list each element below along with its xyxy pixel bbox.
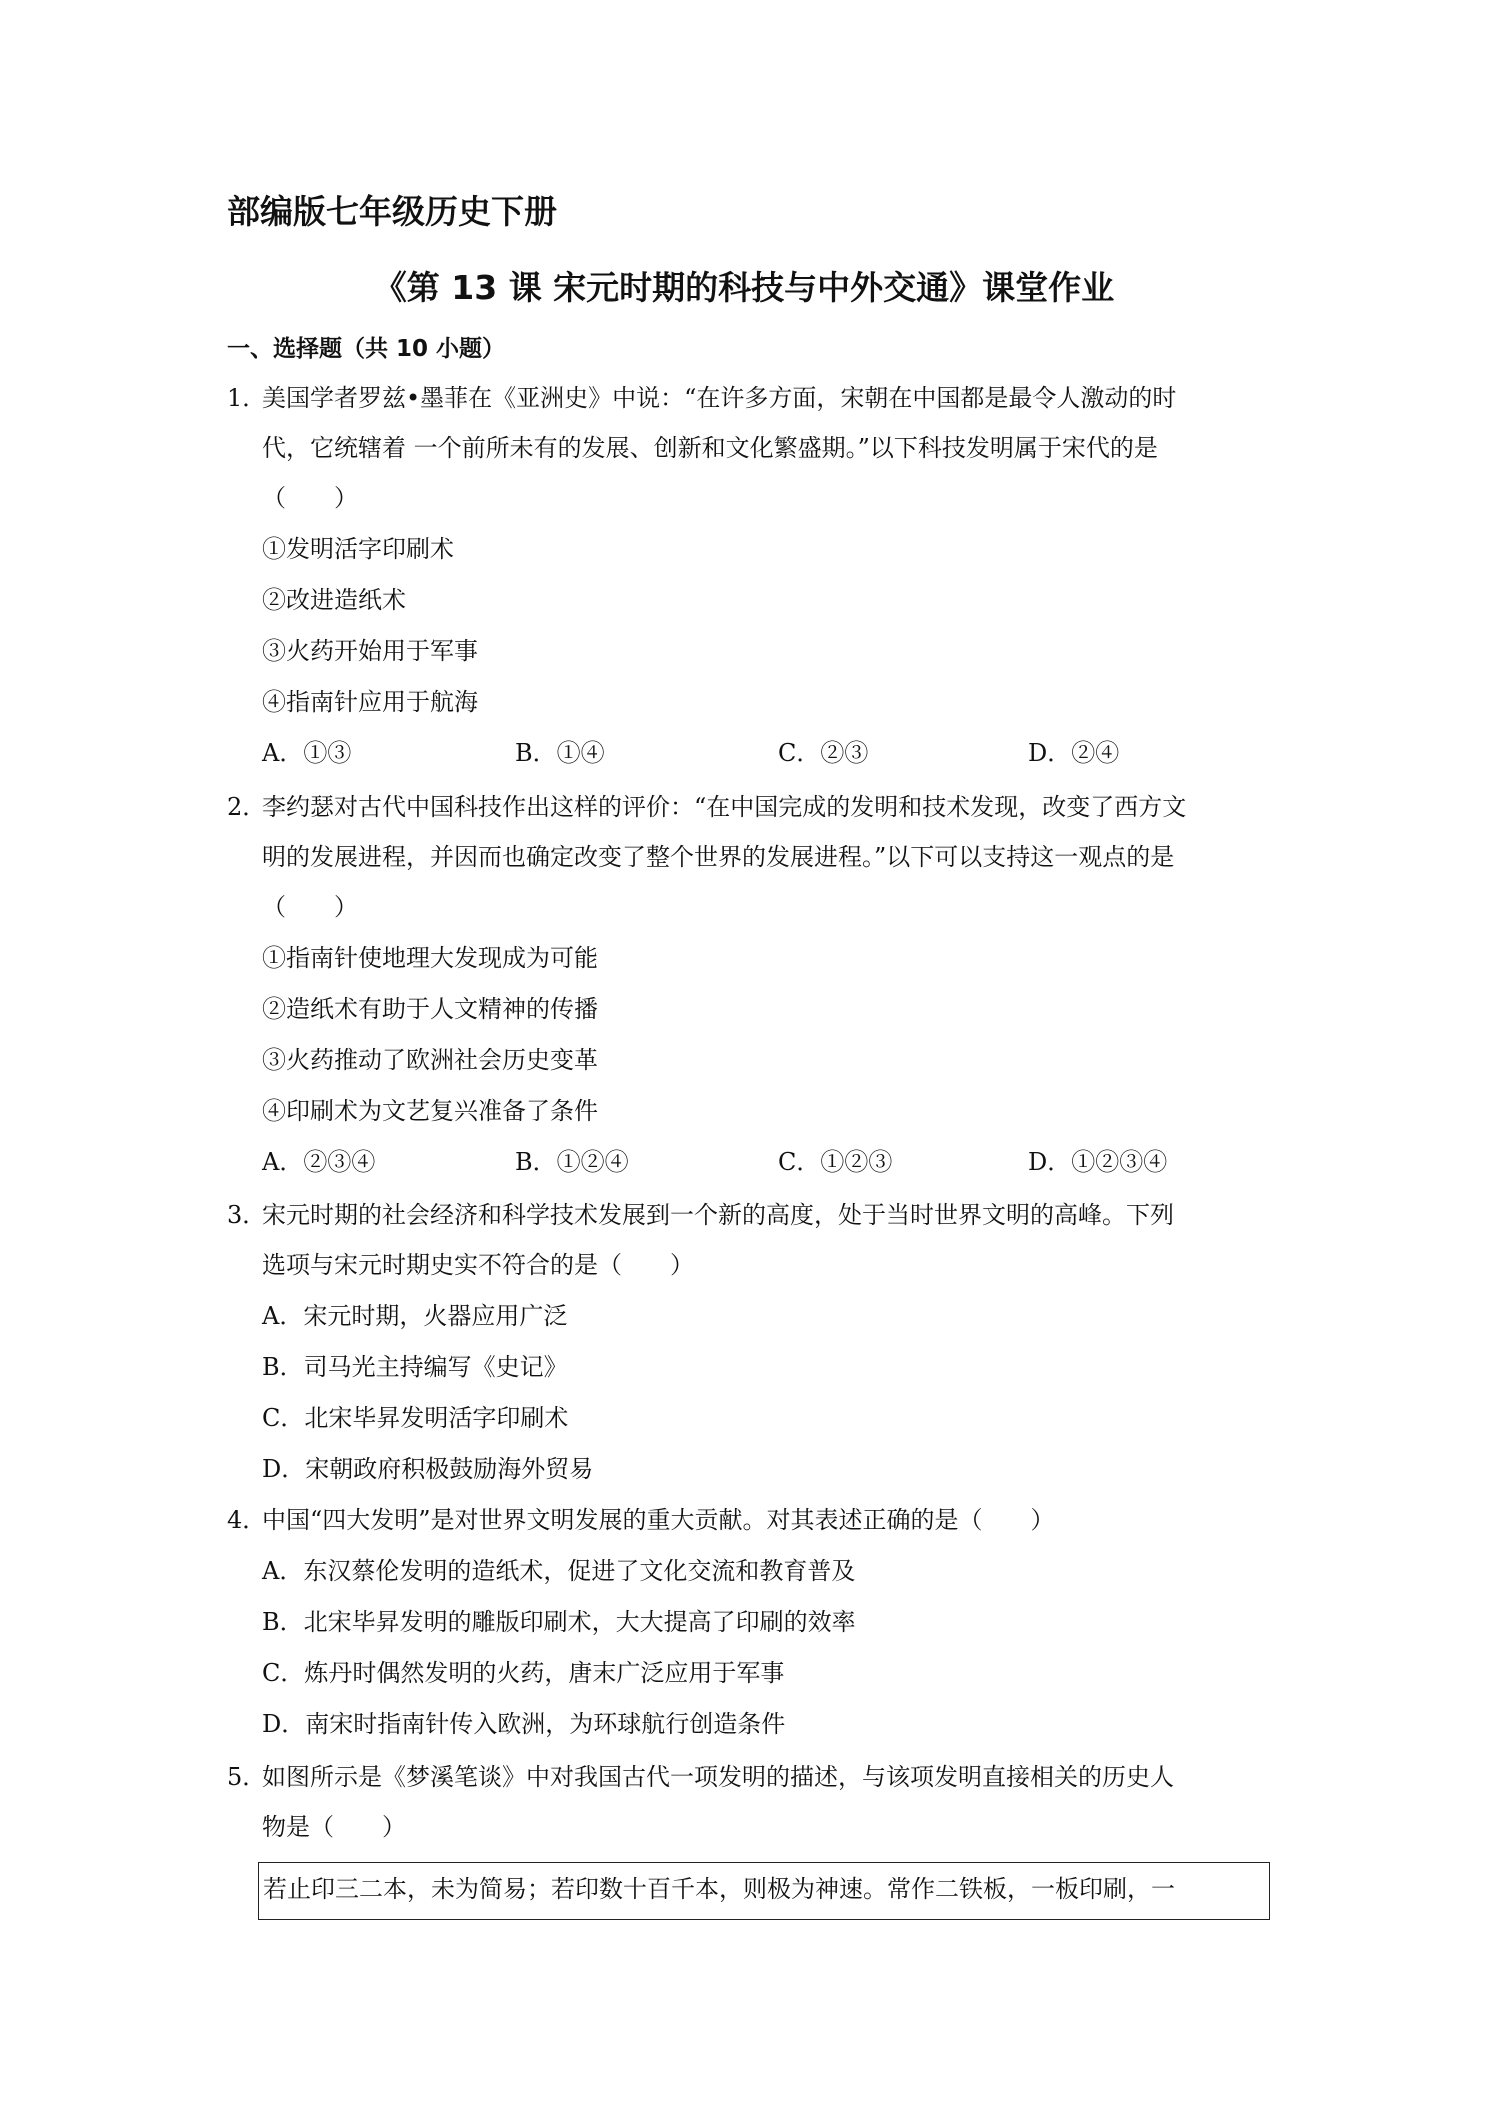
question-1-text-line1: 美国学者罗兹•墨菲在《亚洲史》中说：“在许多方面，宋朝在中国都是最令人激动的时: [262, 384, 1177, 412]
question-1-option-b[interactable]: B．①④: [515, 739, 605, 767]
question-2-item-1: ①指南针使地理大发现成为可能: [262, 944, 598, 972]
question-1-option-a[interactable]: A．①③: [262, 739, 352, 767]
question-3-text-line2: 选项与宋元时期史实不符合的是（ ）: [262, 1251, 694, 1279]
question-3-option-a[interactable]: A．宋元时期，火器应用广泛: [262, 1302, 568, 1330]
section-heading: 一、选择题（共 10 小题）: [227, 336, 506, 362]
question-2-text-line2: 明的发展进程，并因而也确定改变了整个世界的发展进程。”以下可以支持这一观点的是: [262, 843, 1175, 871]
question-1-text-line2: 代，它统辖着 一个前所未有的发展、创新和文化繁盛期。”以下科技发明属于宋代的是: [262, 434, 1158, 462]
question-2-number: 2．: [227, 793, 267, 821]
question-3-option-b[interactable]: B．司马光主持编写《史记》: [262, 1353, 568, 1381]
question-2-item-4: ④印刷术为文艺复兴准备了条件: [262, 1097, 598, 1125]
question-5-text-line1: 如图所示是《梦溪笔谈》中对我国古代一项发明的描述，与该项发明直接相关的历史人: [262, 1763, 1174, 1791]
question-4-option-c[interactable]: C．炼丹时偶然发明的火药，唐末广泛应用于军事: [262, 1659, 785, 1687]
question-3-text-line1: 宋元时期的社会经济和科学技术发展到一个新的高度，处于当时世界文明的高峰。下列: [262, 1201, 1174, 1229]
document-title-lesson: 《第 13 课 宋元时期的科技与中外交通》课堂作业: [373, 268, 1115, 307]
question-4-option-a[interactable]: A．东汉蔡伦发明的造纸术，促进了文化交流和教育普及: [262, 1557, 856, 1585]
question-2-option-d[interactable]: D．①②③④: [1028, 1148, 1168, 1176]
question-5-number: 5．: [227, 1763, 267, 1791]
question-2-text-line1: 李约瑟对古代中国科技作出这样的评价：“在中国完成的发明和技术发现，改变了西方文: [262, 793, 1187, 821]
question-4-option-d[interactable]: D．南宋时指南针传入欧洲，为环球航行创造条件: [262, 1710, 786, 1738]
question-3-option-d[interactable]: D．宋朝政府积极鼓励海外贸易: [262, 1455, 594, 1483]
question-3-option-c[interactable]: C．北宋毕昇发明活字印刷术: [262, 1404, 569, 1432]
question-4-text-line1: 中国“四大发明”是对世界文明发展的重大贡献。对其表述正确的是（ ）: [262, 1506, 1055, 1534]
question-2-item-2: ②造纸术有助于人文精神的传播: [262, 995, 598, 1023]
question-2-option-b[interactable]: B．①②④: [515, 1148, 629, 1176]
question-1-item-1: ①发明活字印刷术: [262, 535, 454, 563]
question-1-item-3: ③火药开始用于军事: [262, 637, 478, 665]
question-3-number: 3．: [227, 1201, 267, 1229]
question-2-option-c[interactable]: C．①②③: [778, 1148, 893, 1176]
question-1-number: 1．: [227, 384, 267, 412]
question-4-option-b[interactable]: B．北宋毕昇发明的雕版印刷术，大大提高了印刷的效率: [262, 1608, 856, 1636]
question-5-quote-box: [258, 1862, 1270, 1920]
question-5-quote-text: 若止印三二本，未为简易；若印数十百千本，则极为神速。常作二铁板，一板印刷，一: [263, 1875, 1175, 1903]
question-2-option-a[interactable]: A．②③④: [262, 1148, 376, 1176]
question-1-option-c[interactable]: C．②③: [778, 739, 869, 767]
question-2-item-3: ③火药推动了欧洲社会历史变革: [262, 1046, 598, 1074]
question-4-number: 4．: [227, 1506, 267, 1534]
document-title-series: 部编版七年级历史下册: [227, 192, 557, 231]
question-2-text-line3: （ ）: [262, 893, 358, 921]
question-5-text-line2: 物是（ ）: [262, 1813, 406, 1841]
question-1-option-d[interactable]: D．②④: [1028, 739, 1120, 767]
question-1-text-line3: （ ）: [262, 484, 358, 512]
question-1-item-2: ②改进造纸术: [262, 586, 406, 614]
question-1-item-4: ④指南针应用于航海: [262, 688, 478, 716]
